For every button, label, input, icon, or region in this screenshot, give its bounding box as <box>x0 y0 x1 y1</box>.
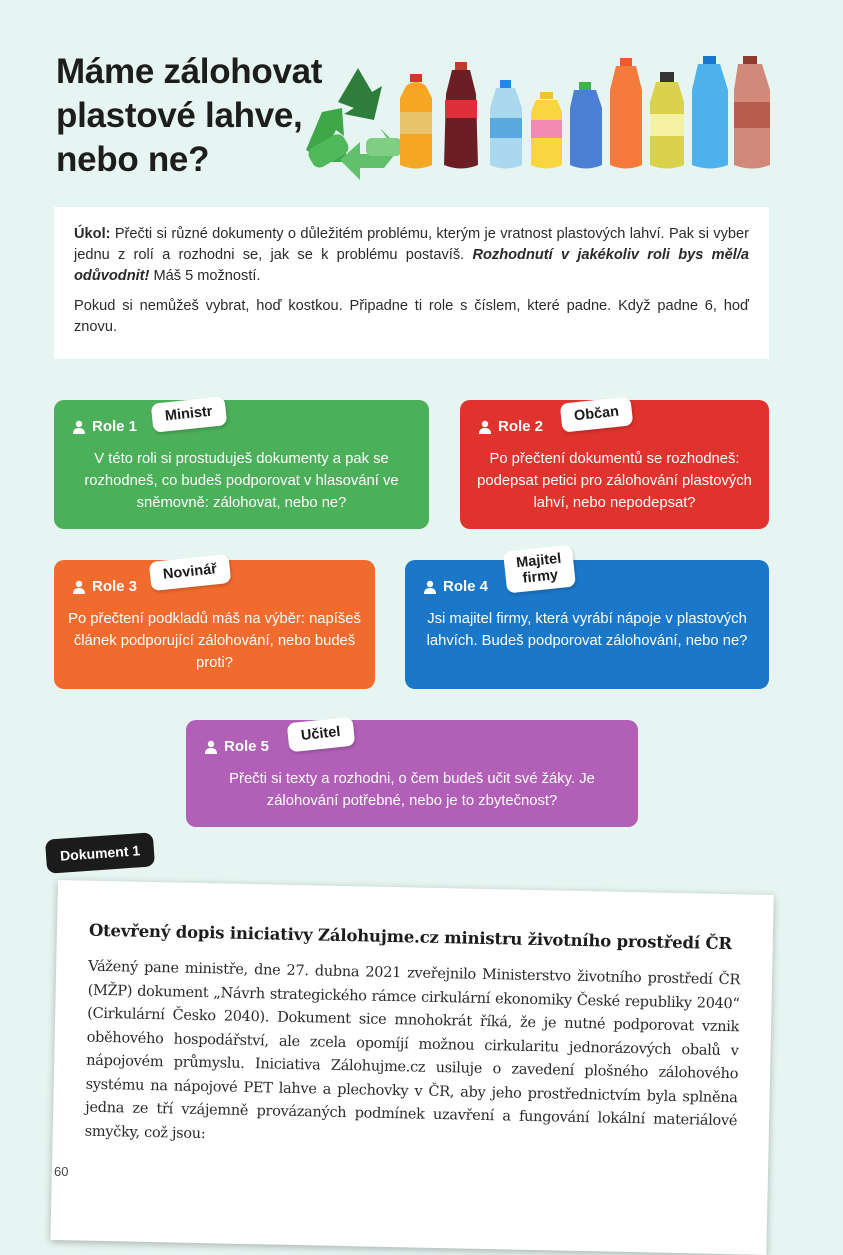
person-icon <box>204 740 218 754</box>
role-header-5 <box>204 738 269 755</box>
role-label-1: Role 1 <box>92 418 138 435</box>
role-label-5: Role 5 <box>224 738 270 755</box>
role-text-2: Po přečtení dokumentů se rozhodneš: podepsat petici pro zálohování plastových lahví, nebo nepodepsat? <box>477 451 752 511</box>
document-card <box>50 880 773 1255</box>
role-header-1 <box>72 418 137 435</box>
role-card-5 <box>186 720 638 827</box>
role-header-4 <box>423 578 488 595</box>
task-paragraph-1 <box>74 224 749 287</box>
document-heading: Otevřený dopis iniciativy Zálohujme.cz ministru životního prostředí ČR <box>88 920 733 954</box>
role-tag-4-line1: Majitel <box>515 550 563 572</box>
role-label-3: Role 3 <box>92 578 138 595</box>
page-number: 60 <box>54 1164 69 1179</box>
role-label-2: Role 2 <box>498 418 544 435</box>
role-tag-2: Občan <box>560 396 634 432</box>
person-icon <box>72 420 86 434</box>
task-box <box>54 207 769 359</box>
role-card-1 <box>54 400 429 529</box>
person-icon <box>478 420 492 434</box>
person-icon <box>72 580 86 594</box>
task-paragraph-2: Pokud si nemůžeš vybrat, hoď kostkou. Připadne ti role s číslem, které padne. Když padne 6, hoď znovu. <box>74 298 749 335</box>
document-body: Vážený pane ministře, dne 27. dubna 2021 zveřejnilo Ministerstvo životního prostředí ČR (MŽP) dokument „Návrh strategického rámce cirkulární ekonomiky České republiky 2040“ (Cirkulární Česko 2040). Dokument sice mnohokrát říká, že je nutné podporovat vznik oběhového hospodářství, ale zcela opomíjí možnou cirkularitu jednorázových obalů v nápojovém průmyslu. Iniciativa Zálohujme.cz usiluje o zavedení plošného zálohového systému na nápojové PET lahve a plechovky v ČR, aby jeho prostřednictvím byla splněna jedna ze tří vzájemně provázaných podmínek uzavření a fungování lokální materiálové smyčky, což jsou: <box>84 958 741 1142</box>
role-text-5: Přečti si texty a rozhodni, o čem budeš učit své žáky. Je zálohování potřebné, nebo je to zbytečnost? <box>229 771 595 809</box>
recycling-bottles-illustration <box>300 50 780 180</box>
person-icon <box>423 580 437 594</box>
task-text-2: Máš 5 možností. <box>149 268 261 284</box>
page-title: Máme zálohovat plastové lahve, nebo ne? <box>56 52 323 179</box>
role-text-3: Po přečtení podkladů máš na výběr: napíšeš článek podporující zálohování, nebo budeš proti? <box>68 611 361 671</box>
role-card-4 <box>405 560 769 689</box>
role-tag-4-line2: firmy <box>521 567 559 587</box>
document-label: Dokument 1 <box>45 832 155 873</box>
task-emphasis: Rozhodnutí v jakékoliv roli bys měl/a odůvodnit! <box>74 247 749 284</box>
role-text-4: Jsi majitel firmy, která vyrábí nápoje v plastových lahvích. Budeš podporovat zálohování, nebo ne? <box>426 611 748 649</box>
role-tag-4 <box>503 545 576 594</box>
role-tag-3: Novinář <box>149 554 232 591</box>
role-header-3 <box>72 578 137 595</box>
bottles <box>400 56 770 169</box>
task-text-1: Přečti si různé dokumenty o důležitém problému, kterým je vratnost plastových lahví. Pak si vyber jednu z rolí a rozhodni se, jak se k problému postavíš. <box>74 226 749 263</box>
role-label-4: Role 4 <box>443 578 489 595</box>
recycling-icon <box>306 68 402 180</box>
role-text-1: V této roli si prostuduješ dokumenty a pak se rozhodneš, co budeš podporovat v hlasování ve sněmovně: zálohovat, nebo ne? <box>84 451 399 511</box>
role-tag-1: Ministr <box>151 396 227 433</box>
task-label: Úkol: <box>74 226 111 242</box>
role-tag-5: Učitel <box>287 717 355 753</box>
role-header-2 <box>478 418 543 435</box>
